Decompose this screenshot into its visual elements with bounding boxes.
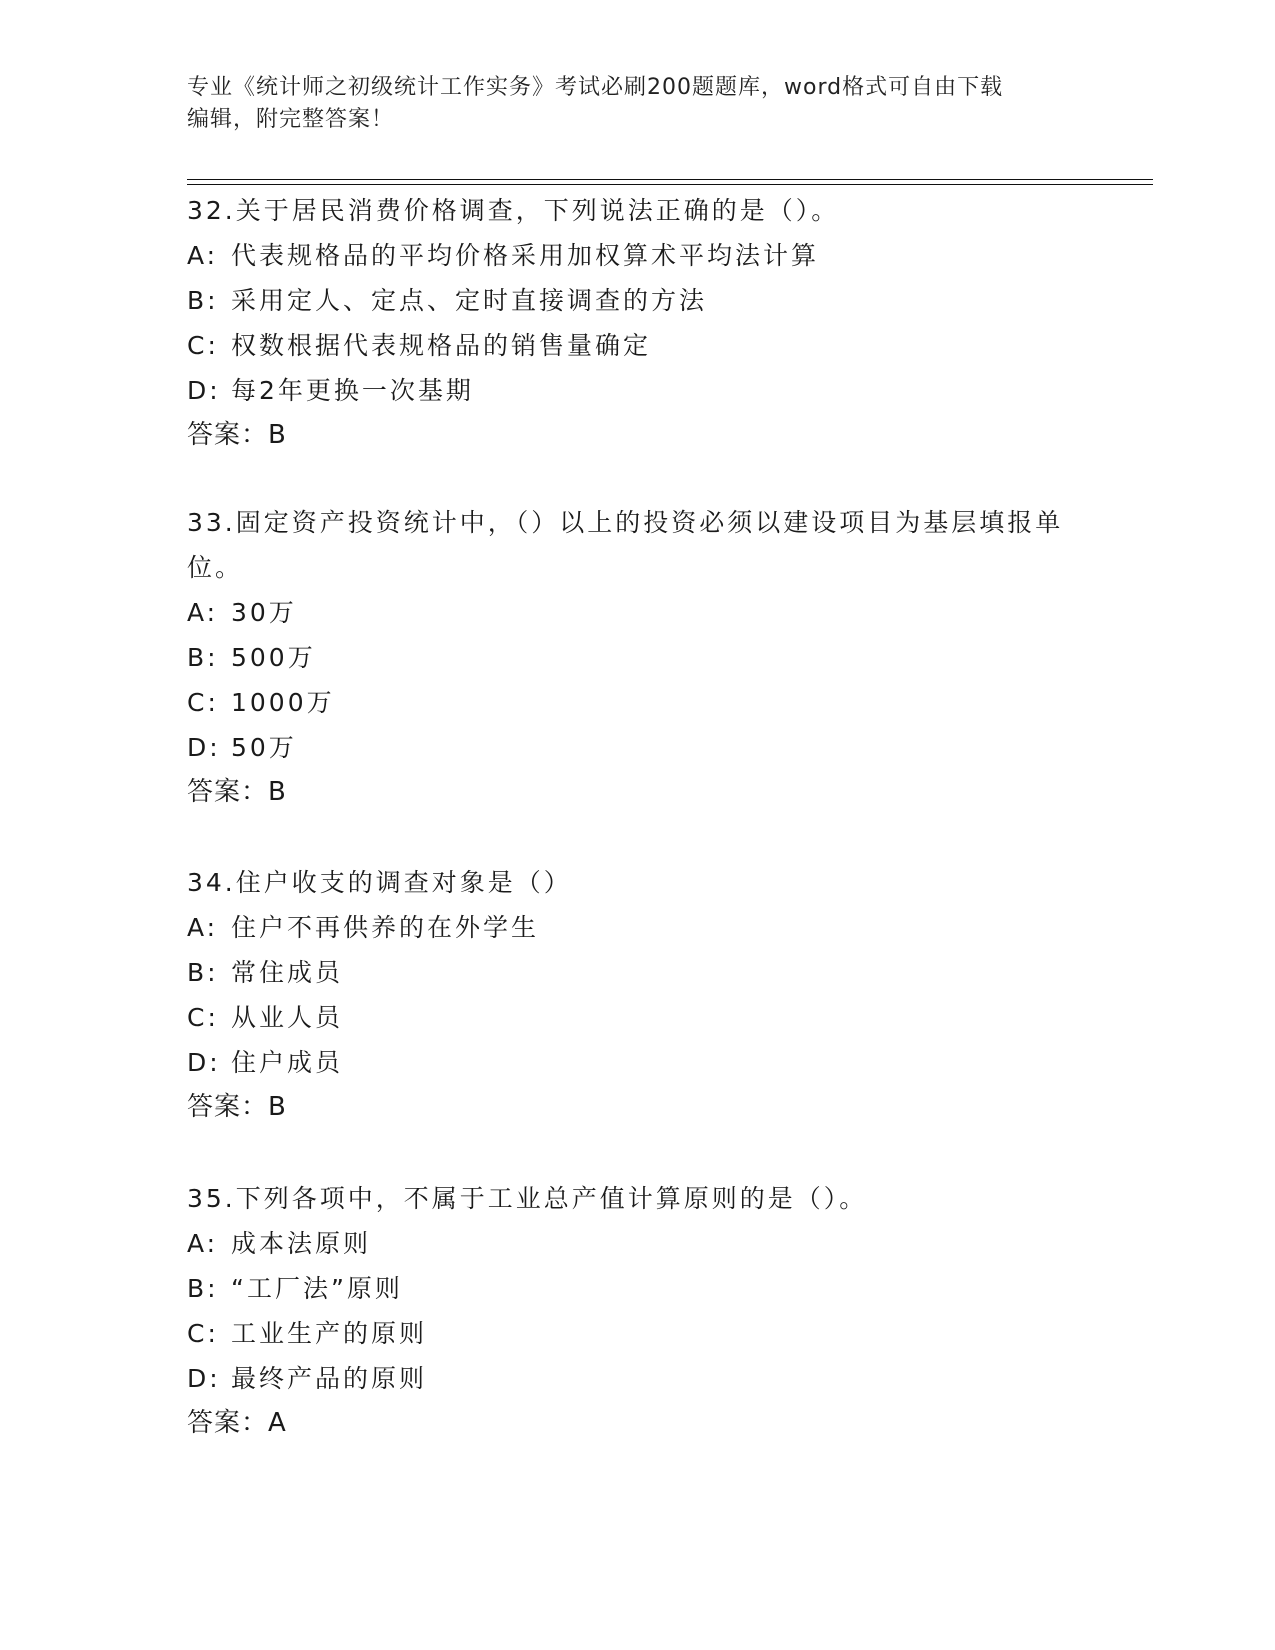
option-text: 50万 <box>231 733 297 762</box>
header-line-2: 编辑，附完整答案！ <box>187 107 395 132</box>
answer-line: 答案：A <box>187 1408 287 1438</box>
option-text: 500万 <box>231 643 316 672</box>
option-c <box>187 680 1067 725</box>
option-key: D: <box>187 733 221 762</box>
option-b <box>187 278 1087 323</box>
question-32 <box>187 188 1087 458</box>
option-c <box>187 995 1087 1040</box>
question-stem: 35.下列各项中，不属于工业总产值计算原则的是（）。 <box>187 1184 868 1213</box>
option-b <box>187 950 1087 995</box>
option-key: C: <box>187 331 219 360</box>
option-text: 30万 <box>231 598 297 627</box>
option-key: C: <box>187 1319 219 1348</box>
option-text: 1000万 <box>231 688 335 717</box>
option-a <box>187 1221 1087 1266</box>
option-text: 最终产品的原则 <box>231 1364 428 1393</box>
option-d <box>187 1356 1087 1401</box>
option-key: A: <box>187 598 219 627</box>
option-text: 每2年更换一次基期 <box>231 376 474 405</box>
option-text: 代表规格品的平均价格采用加权算术平均法计算 <box>231 241 820 270</box>
option-key: B: <box>187 958 219 987</box>
option-key: C: <box>187 1003 219 1032</box>
option-text: 工业生产的原则 <box>231 1319 428 1348</box>
option-text: 住户不再供养的在外学生 <box>231 913 540 942</box>
option-text: 成本法原则 <box>231 1229 372 1258</box>
option-key: A: <box>187 241 219 270</box>
option-key: A: <box>187 913 219 942</box>
option-text: 住户成员 <box>231 1048 344 1077</box>
option-key: A: <box>187 1229 219 1258</box>
question-stem: 33.固定资产投资统计中，（）以上的投资必须以建设项目为基层填报单位。 <box>187 508 1064 582</box>
option-key: B: <box>187 1274 219 1303</box>
option-key: D: <box>187 376 221 405</box>
option-key: D: <box>187 1364 221 1393</box>
option-c <box>187 323 1087 368</box>
option-text: “工厂法”原则 <box>231 1274 403 1303</box>
header-divider-bottom <box>187 184 1153 185</box>
answer-line: 答案：B <box>187 1092 287 1122</box>
option-b <box>187 635 1067 680</box>
answer-line: 答案：B <box>187 777 287 807</box>
option-a <box>187 590 1067 635</box>
question-34 <box>187 860 1087 1130</box>
header-divider-top <box>187 179 1153 180</box>
question-stem: 34.住户收支的调查对象是（） <box>187 868 572 897</box>
option-text: 权数根据代表规格品的销售量确定 <box>231 331 652 360</box>
option-key: B: <box>187 286 219 315</box>
header-line-1: 专业《统计师之初级统计工作实务》考试必刷200题题库，word格式可自由下载 <box>187 75 1004 100</box>
option-d <box>187 368 1087 413</box>
option-key: C: <box>187 688 219 717</box>
option-a <box>187 905 1087 950</box>
option-text: 从业人员 <box>231 1003 344 1032</box>
option-d <box>187 1040 1087 1085</box>
option-text: 常住成员 <box>231 958 344 987</box>
question-stem: 32.关于居民消费价格调查，下列说法正确的是（）。 <box>187 196 840 225</box>
option-text: 采用定人、定点、定时直接调查的方法 <box>231 286 708 315</box>
question-33 <box>187 500 1067 815</box>
option-key: D: <box>187 1048 221 1077</box>
option-key: B: <box>187 643 219 672</box>
option-c <box>187 1311 1087 1356</box>
question-35 <box>187 1176 1087 1446</box>
document-header <box>187 72 1067 136</box>
document-page <box>187 72 1187 136</box>
answer-line: 答案：B <box>187 420 287 450</box>
option-b <box>187 1266 1087 1311</box>
option-d <box>187 725 1067 770</box>
option-a <box>187 233 1087 278</box>
